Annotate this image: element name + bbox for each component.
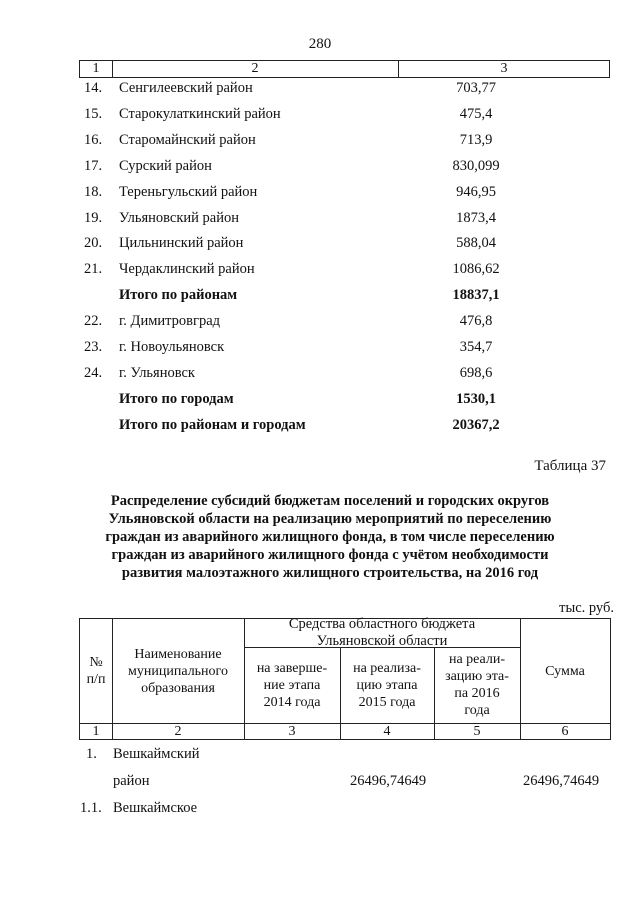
table-row bbox=[0, 235, 640, 257]
table-row bbox=[0, 261, 640, 283]
row-number: 23. bbox=[84, 339, 103, 355]
row-value: 476,8 bbox=[459, 313, 493, 329]
table-row bbox=[0, 158, 640, 180]
row-number: 1. bbox=[86, 746, 97, 762]
col-2016-header: на реали- зацию эта- па 2016 года bbox=[445, 652, 509, 718]
title-line: Ульяновской области на реализацию мероприятий по переселению bbox=[108, 511, 552, 527]
index-cell: 5 bbox=[473, 723, 481, 739]
row-value: 713,9 bbox=[459, 132, 493, 148]
row-name: Итого по городам bbox=[119, 391, 234, 407]
row-value: 698,6 bbox=[459, 365, 493, 381]
row-name: г. Димитровград bbox=[119, 313, 221, 329]
col-num-header: № п/п bbox=[86, 655, 106, 687]
title-line: граждан из аварийного жилищного фонда с учётом необходимости bbox=[111, 547, 549, 563]
table-row bbox=[0, 339, 640, 361]
title-line: Распределение субсидий бюджетам поселений и городских округов bbox=[110, 493, 550, 509]
row-value-2014: 26496,74649 bbox=[350, 773, 427, 789]
row-value: 20367,2 bbox=[452, 417, 500, 433]
index-cell: 6 bbox=[561, 723, 569, 739]
total-row bbox=[0, 391, 640, 413]
row-name: Тереньгульский район bbox=[119, 184, 258, 200]
main-table-header bbox=[79, 618, 611, 740]
table-row bbox=[0, 132, 640, 154]
col-budget-header: Средства областного бюджета Ульяновской области bbox=[288, 616, 476, 649]
units-label: тыс. руб. bbox=[559, 600, 614, 616]
row-name: Ульяновский район bbox=[119, 210, 240, 226]
row-number: 17. bbox=[84, 158, 103, 174]
row-value: 1873,4 bbox=[456, 210, 496, 226]
row-value: 588,04 bbox=[456, 235, 496, 251]
table-row bbox=[0, 210, 640, 232]
row-value: 475,4 bbox=[459, 106, 493, 122]
table-label: Таблица 37 bbox=[534, 458, 606, 474]
header-col-1: 1 bbox=[80, 61, 113, 77]
row-value: 946,95 bbox=[456, 184, 496, 200]
index-cell: 1 bbox=[92, 723, 100, 739]
row-number: 22. bbox=[84, 313, 103, 329]
table-row bbox=[0, 184, 640, 206]
row-number: 18. bbox=[84, 184, 103, 200]
header-col-2: 2 bbox=[112, 61, 399, 77]
title-line: граждан из аварийного жилищного фонда, в том числе переселению bbox=[105, 529, 555, 545]
row-value: 1086,62 bbox=[452, 261, 500, 277]
row-name: Вешкаймский bbox=[113, 746, 200, 762]
continuation-table-header bbox=[79, 60, 610, 78]
page-number: 280 bbox=[308, 36, 332, 52]
row-name: Сурский район bbox=[119, 158, 212, 174]
col-name-header: Наименование муниципального образования bbox=[128, 646, 228, 696]
total-row bbox=[0, 417, 640, 439]
table-row bbox=[0, 313, 640, 335]
row-number: 15. bbox=[84, 106, 103, 122]
total-row bbox=[0, 287, 640, 309]
row-name: г. Новоульяновск bbox=[119, 339, 225, 355]
row-value: 1530,1 bbox=[456, 391, 496, 407]
row-name: Итого по районам и городам bbox=[119, 417, 306, 433]
row-number: 24. bbox=[84, 365, 103, 381]
row-name: Вешкаймское bbox=[113, 800, 198, 816]
col-sum-header: Сумма bbox=[545, 663, 585, 679]
table-row bbox=[0, 80, 640, 102]
table-title bbox=[90, 492, 570, 582]
row-name: г. Ульяновск bbox=[119, 365, 195, 381]
header-col-3: 3 bbox=[500, 61, 508, 76]
row-value: 18837,1 bbox=[452, 287, 500, 303]
row-name: Старомайнский район bbox=[119, 132, 256, 148]
row-name: Чердаклинский район bbox=[119, 261, 255, 277]
row-name: Сенгилеевский район bbox=[119, 80, 253, 96]
table-row bbox=[0, 365, 640, 387]
row-sum: 26496,74649 bbox=[523, 773, 600, 789]
row-value: 354,7 bbox=[459, 339, 493, 355]
index-cell: 3 bbox=[288, 723, 296, 739]
title-line: развития малоэтажного жилищного строительства, на 2016 год bbox=[121, 565, 539, 581]
row-value: 830,099 bbox=[452, 158, 500, 174]
col-2015-header: на реализа- цию этапа 2015 года bbox=[353, 660, 421, 710]
col-2014-header: на заверше- ние этапа 2014 года bbox=[256, 660, 328, 710]
row-number: 20. bbox=[84, 235, 103, 251]
row-number: 14. bbox=[84, 80, 103, 96]
row-number: 19. bbox=[84, 210, 103, 226]
row-number: 1.1. bbox=[80, 800, 102, 816]
index-cell: 2 bbox=[174, 723, 182, 739]
row-name: Цильнинский район bbox=[119, 235, 244, 251]
row-name: Итого по районам bbox=[119, 287, 238, 303]
row-number: 21. bbox=[84, 261, 103, 277]
table-row bbox=[0, 106, 640, 128]
row-name-continued: район bbox=[113, 773, 150, 789]
row-value: 703,77 bbox=[456, 80, 496, 96]
row-name: Старокулаткинский район bbox=[119, 106, 281, 122]
index-cell: 4 bbox=[383, 723, 391, 739]
row-number: 16. bbox=[84, 132, 103, 148]
